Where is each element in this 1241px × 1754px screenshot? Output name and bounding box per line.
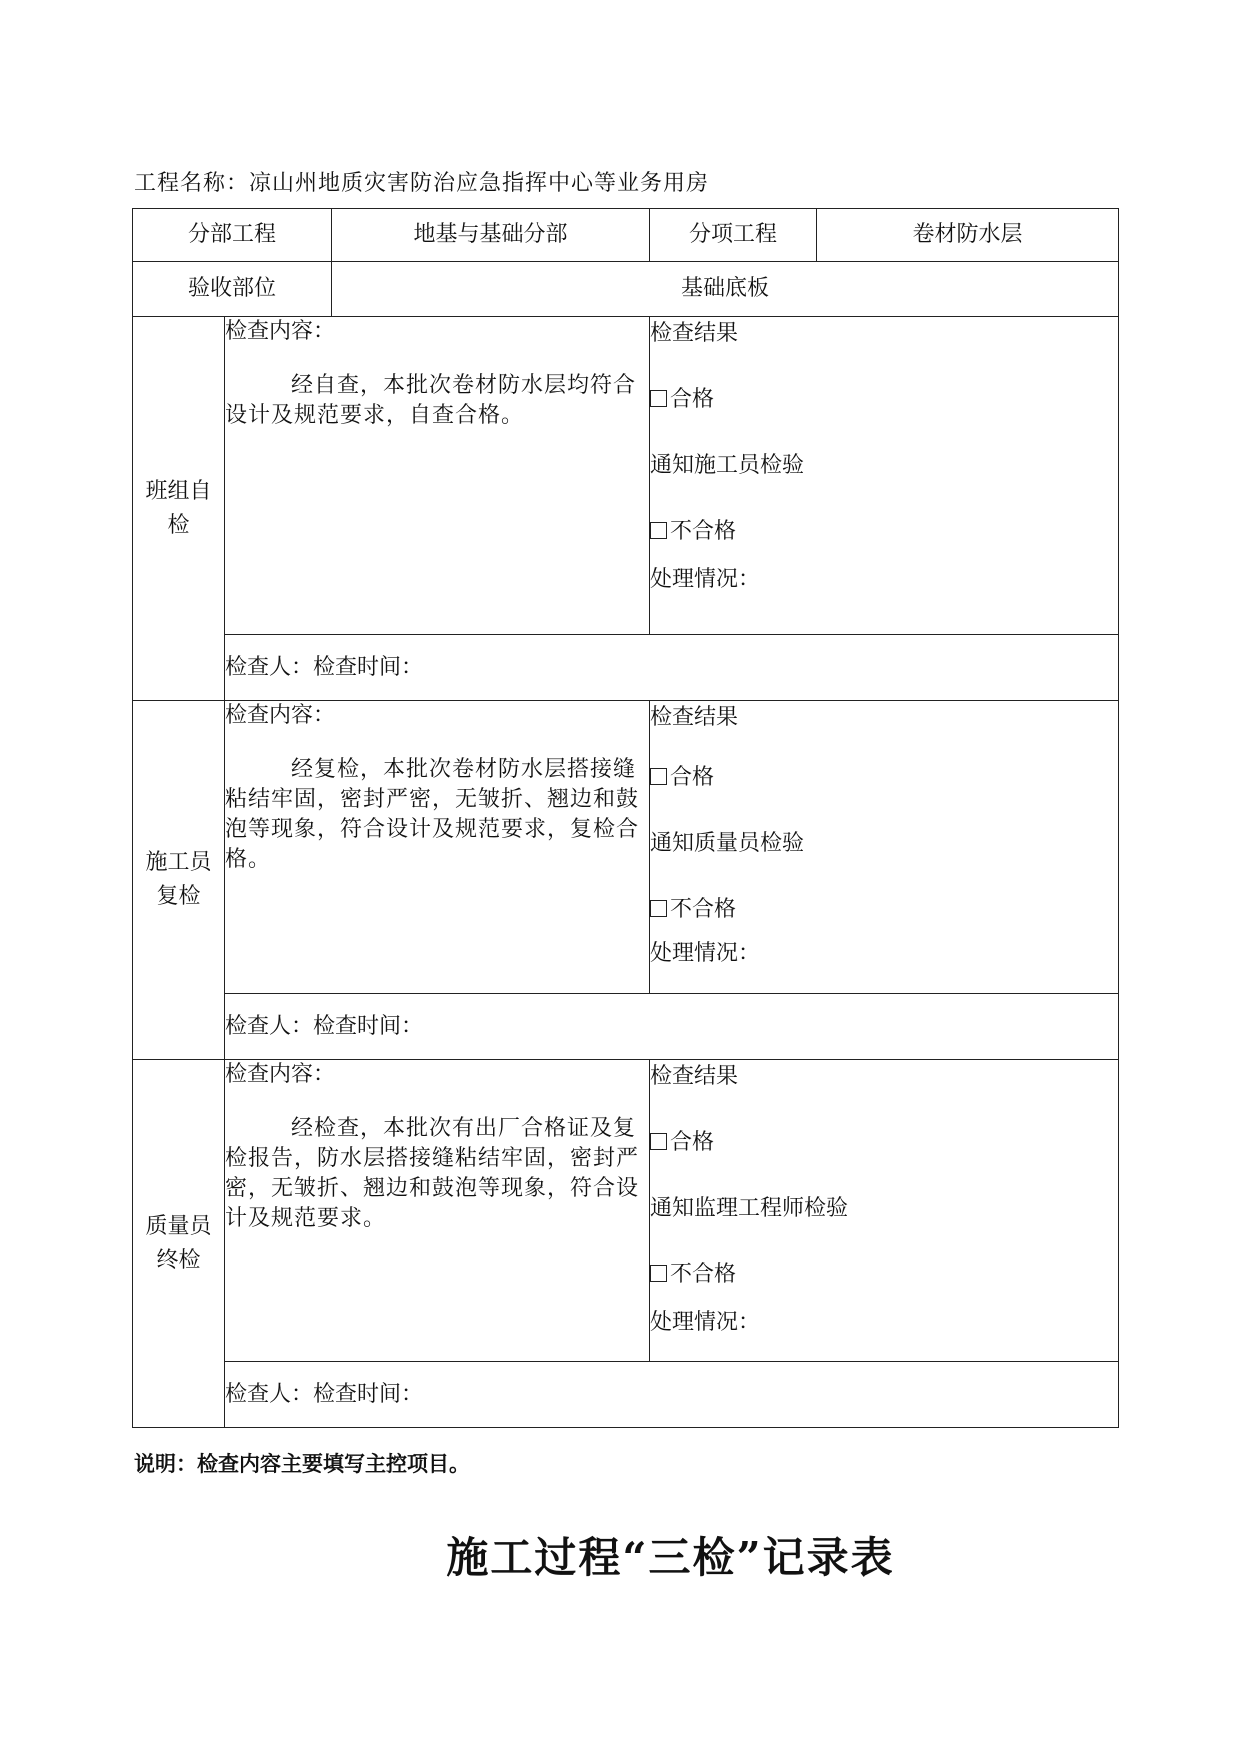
item-label: 分项工程 <box>650 209 817 261</box>
pass-checkbox-icon[interactable] <box>650 1133 667 1150</box>
fail-label: 不合格 <box>670 897 737 922</box>
pass-checkbox-icon[interactable] <box>650 768 667 785</box>
fail-checkbox-icon[interactable] <box>650 522 667 539</box>
handling-label: 处理情况： <box>650 1310 761 1335</box>
check-content-heading: 检查内容： <box>225 1062 336 1087</box>
checker-line: 检查人：检查时间： <box>225 1362 1119 1428</box>
checker-line: 检查人：检查时间： <box>225 994 1119 1060</box>
item-value: 卷材防水层 <box>912 222 1023 247</box>
fail-label: 不合格 <box>670 1262 737 1287</box>
result-title: 检查结果 <box>650 1064 739 1089</box>
document-title: 施工过程“三检”记录表 <box>446 1533 895 1582</box>
section-worker-recheck <box>133 701 1119 994</box>
notify-text: 通知质量员检验 <box>650 831 805 856</box>
section-label: 质量员 终检 <box>133 1060 225 1428</box>
check-content-heading: 检查内容： <box>225 319 336 344</box>
pass-label: 合格 <box>670 765 715 790</box>
project-name: 工程名称：凉山州地质灾害防治应急指挥中心等业务用房 <box>134 171 710 196</box>
pass-label: 合格 <box>670 387 715 412</box>
check-content-text: 经复检，本批次卷材防水层搭接缝粘结牢固，密封严密，无皱折、翘边和鼓泡等现象，符合设计及规范要求，复检合格。 <box>225 757 640 872</box>
check-content <box>225 317 650 635</box>
check-content <box>225 701 650 994</box>
location-label: 验收部位 <box>133 262 332 317</box>
pass-checkbox-icon[interactable] <box>650 390 667 407</box>
check-content <box>225 1060 650 1362</box>
section-team-self-check <box>133 317 1119 635</box>
result-title: 检查结果 <box>650 321 739 346</box>
checker-line: 检查人：检查时间： <box>225 635 1119 701</box>
section-label: 班组自 检 <box>133 317 225 701</box>
section-label: 施工员 复检 <box>133 701 225 1060</box>
fail-checkbox-icon[interactable] <box>650 900 667 917</box>
subdivision-label: 分部工程 <box>133 209 332 262</box>
inspection-record-table <box>132 208 1119 1428</box>
notify-text: 通知监理工程师检验 <box>650 1196 849 1221</box>
pass-label: 合格 <box>670 1130 715 1155</box>
location-value: 基础底板 <box>332 262 1119 317</box>
check-results <box>650 701 1119 994</box>
check-content-text: 经检查，本批次有出厂合格证及复检报告，防水层搭接缝粘结牢固，密封严密，无皱折、翘边和鼓泡等现象，符合设计及规范要求。 <box>225 1116 640 1231</box>
note: 说明：检查内容主要填写主控项目。 <box>134 1451 470 1476</box>
check-content-text: 经自查，本批次卷材防水层均符合设计及规范要求，自查合格。 <box>225 373 637 428</box>
check-results <box>650 1060 1119 1362</box>
fail-checkbox-icon[interactable] <box>650 1265 667 1282</box>
handling-label: 处理情况： <box>650 567 761 592</box>
subdivision-value: 地基与基础分部 <box>332 209 650 262</box>
check-results <box>650 317 1119 635</box>
notify-text: 通知施工员检验 <box>650 453 805 478</box>
fail-label: 不合格 <box>670 519 737 544</box>
result-title: 检查结果 <box>650 705 739 730</box>
handling-label: 处理情况： <box>650 941 761 966</box>
section-quality-final-check <box>133 1060 1119 1362</box>
check-content-heading: 检查内容： <box>225 703 336 728</box>
